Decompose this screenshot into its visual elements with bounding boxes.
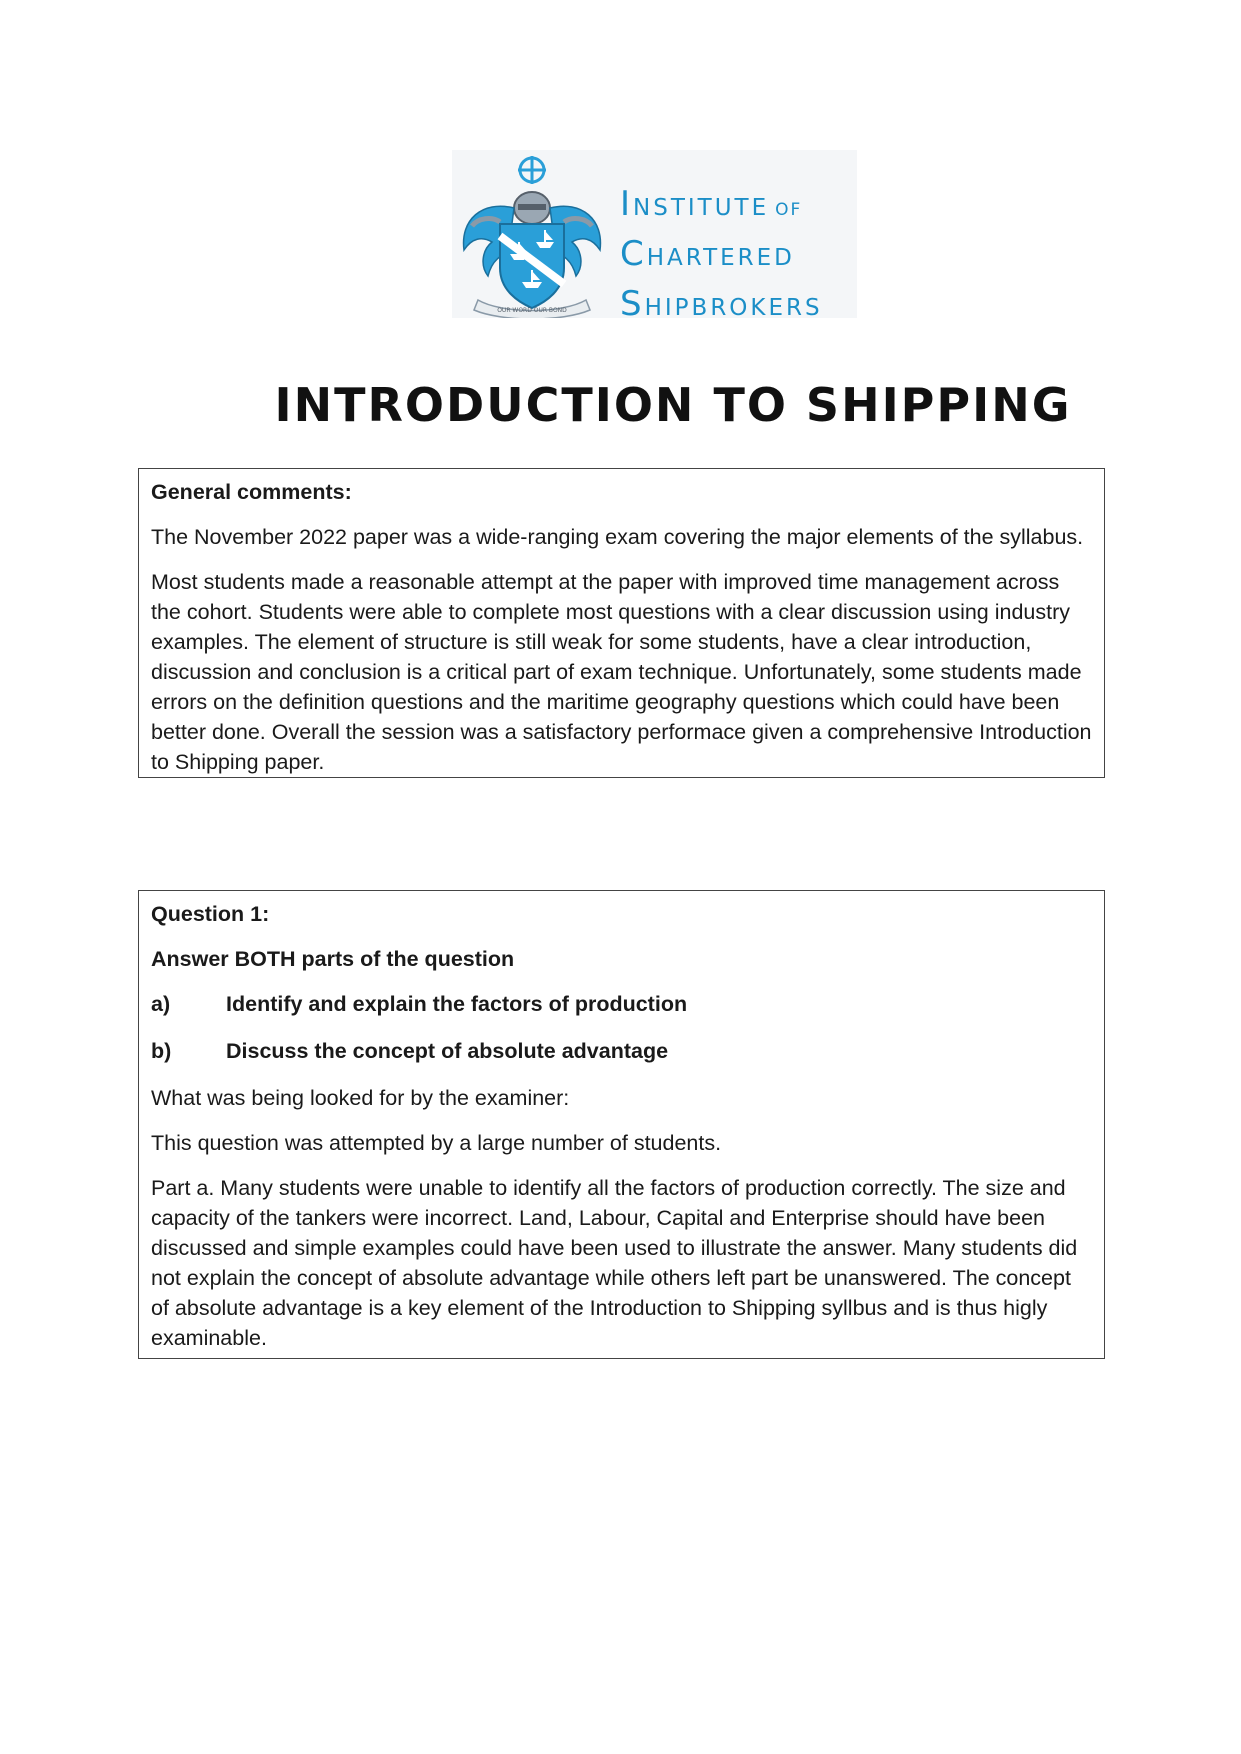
logo-word-shipbrokers: HIPBROKERS <box>644 295 823 321</box>
examiner-feedback: Part a. Many students were unable to identify all the factors of production correctly. The size and capacity of the tankers were incorrect. Land, Labour, Capital and Enterprise should have been discussed and simple examples could have been used to illustrate the answer. Many students did not explain the concept of absolute advantage while others left part be unanswered. The concept of absolute advantage is a key element of the Introduction to Shipping syllbus and is thus higly examinable. <box>151 1176 1078 1350</box>
question-1-box <box>138 890 1105 1359</box>
attempt-note: This question was attempted by a large number of students. <box>151 1131 722 1155</box>
logo-cap-s: S <box>620 284 645 324</box>
question-part-b <box>151 1036 1094 1066</box>
motto-text: OUR WORD OUR BOND <box>497 307 567 314</box>
institute-name <box>620 182 823 332</box>
logo-word-of: OF <box>775 200 803 220</box>
document-title: INTRODUCTION TO SHIPPING <box>274 378 1072 432</box>
question-1-instruction: Answer BOTH parts of the question <box>151 947 515 971</box>
question-part-a <box>151 989 1094 1019</box>
institute-logo <box>452 150 857 324</box>
general-comments-paragraph-2: Most students made a reasonable attempt at the paper with improved time management across the cohort. Students were able to complete most questions with a clear discussion using industry examples. The element of structure is still weak for some students, have a clear introduction, discussion and conclusion is a critical part of exam technique. Unfortunately, some students made errors on the definition questions and the maritime geography questions which could have been better done. Overall the session was a satisfactory performace given a comprehensive Introduction to Shipping paper. <box>151 570 1092 774</box>
examiner-heading: What was being looked for by the examiner: <box>151 1086 570 1110</box>
part-b-label: b) <box>151 1039 172 1063</box>
logo-word-chartered: HARTERED <box>646 245 795 271</box>
crest-emblem-icon <box>452 150 612 318</box>
general-comments-paragraph-1: The November 2022 paper was a wide-ranging exam covering the major elements of the syllabus. <box>151 525 1084 549</box>
part-a-text: Identify and explain the factors of production <box>226 992 688 1016</box>
general-comments-heading: General comments: <box>151 480 352 504</box>
logo-cap-i: I <box>620 184 634 224</box>
logo-word-institute: NSTITUTE <box>633 195 770 221</box>
question-1-heading: Question 1: <box>151 902 270 926</box>
part-b-text: Discuss the concept of absolute advantage <box>226 1039 669 1063</box>
logo-cap-c: C <box>620 234 647 274</box>
general-comments-box <box>138 468 1105 778</box>
part-a-label: a) <box>151 992 171 1016</box>
